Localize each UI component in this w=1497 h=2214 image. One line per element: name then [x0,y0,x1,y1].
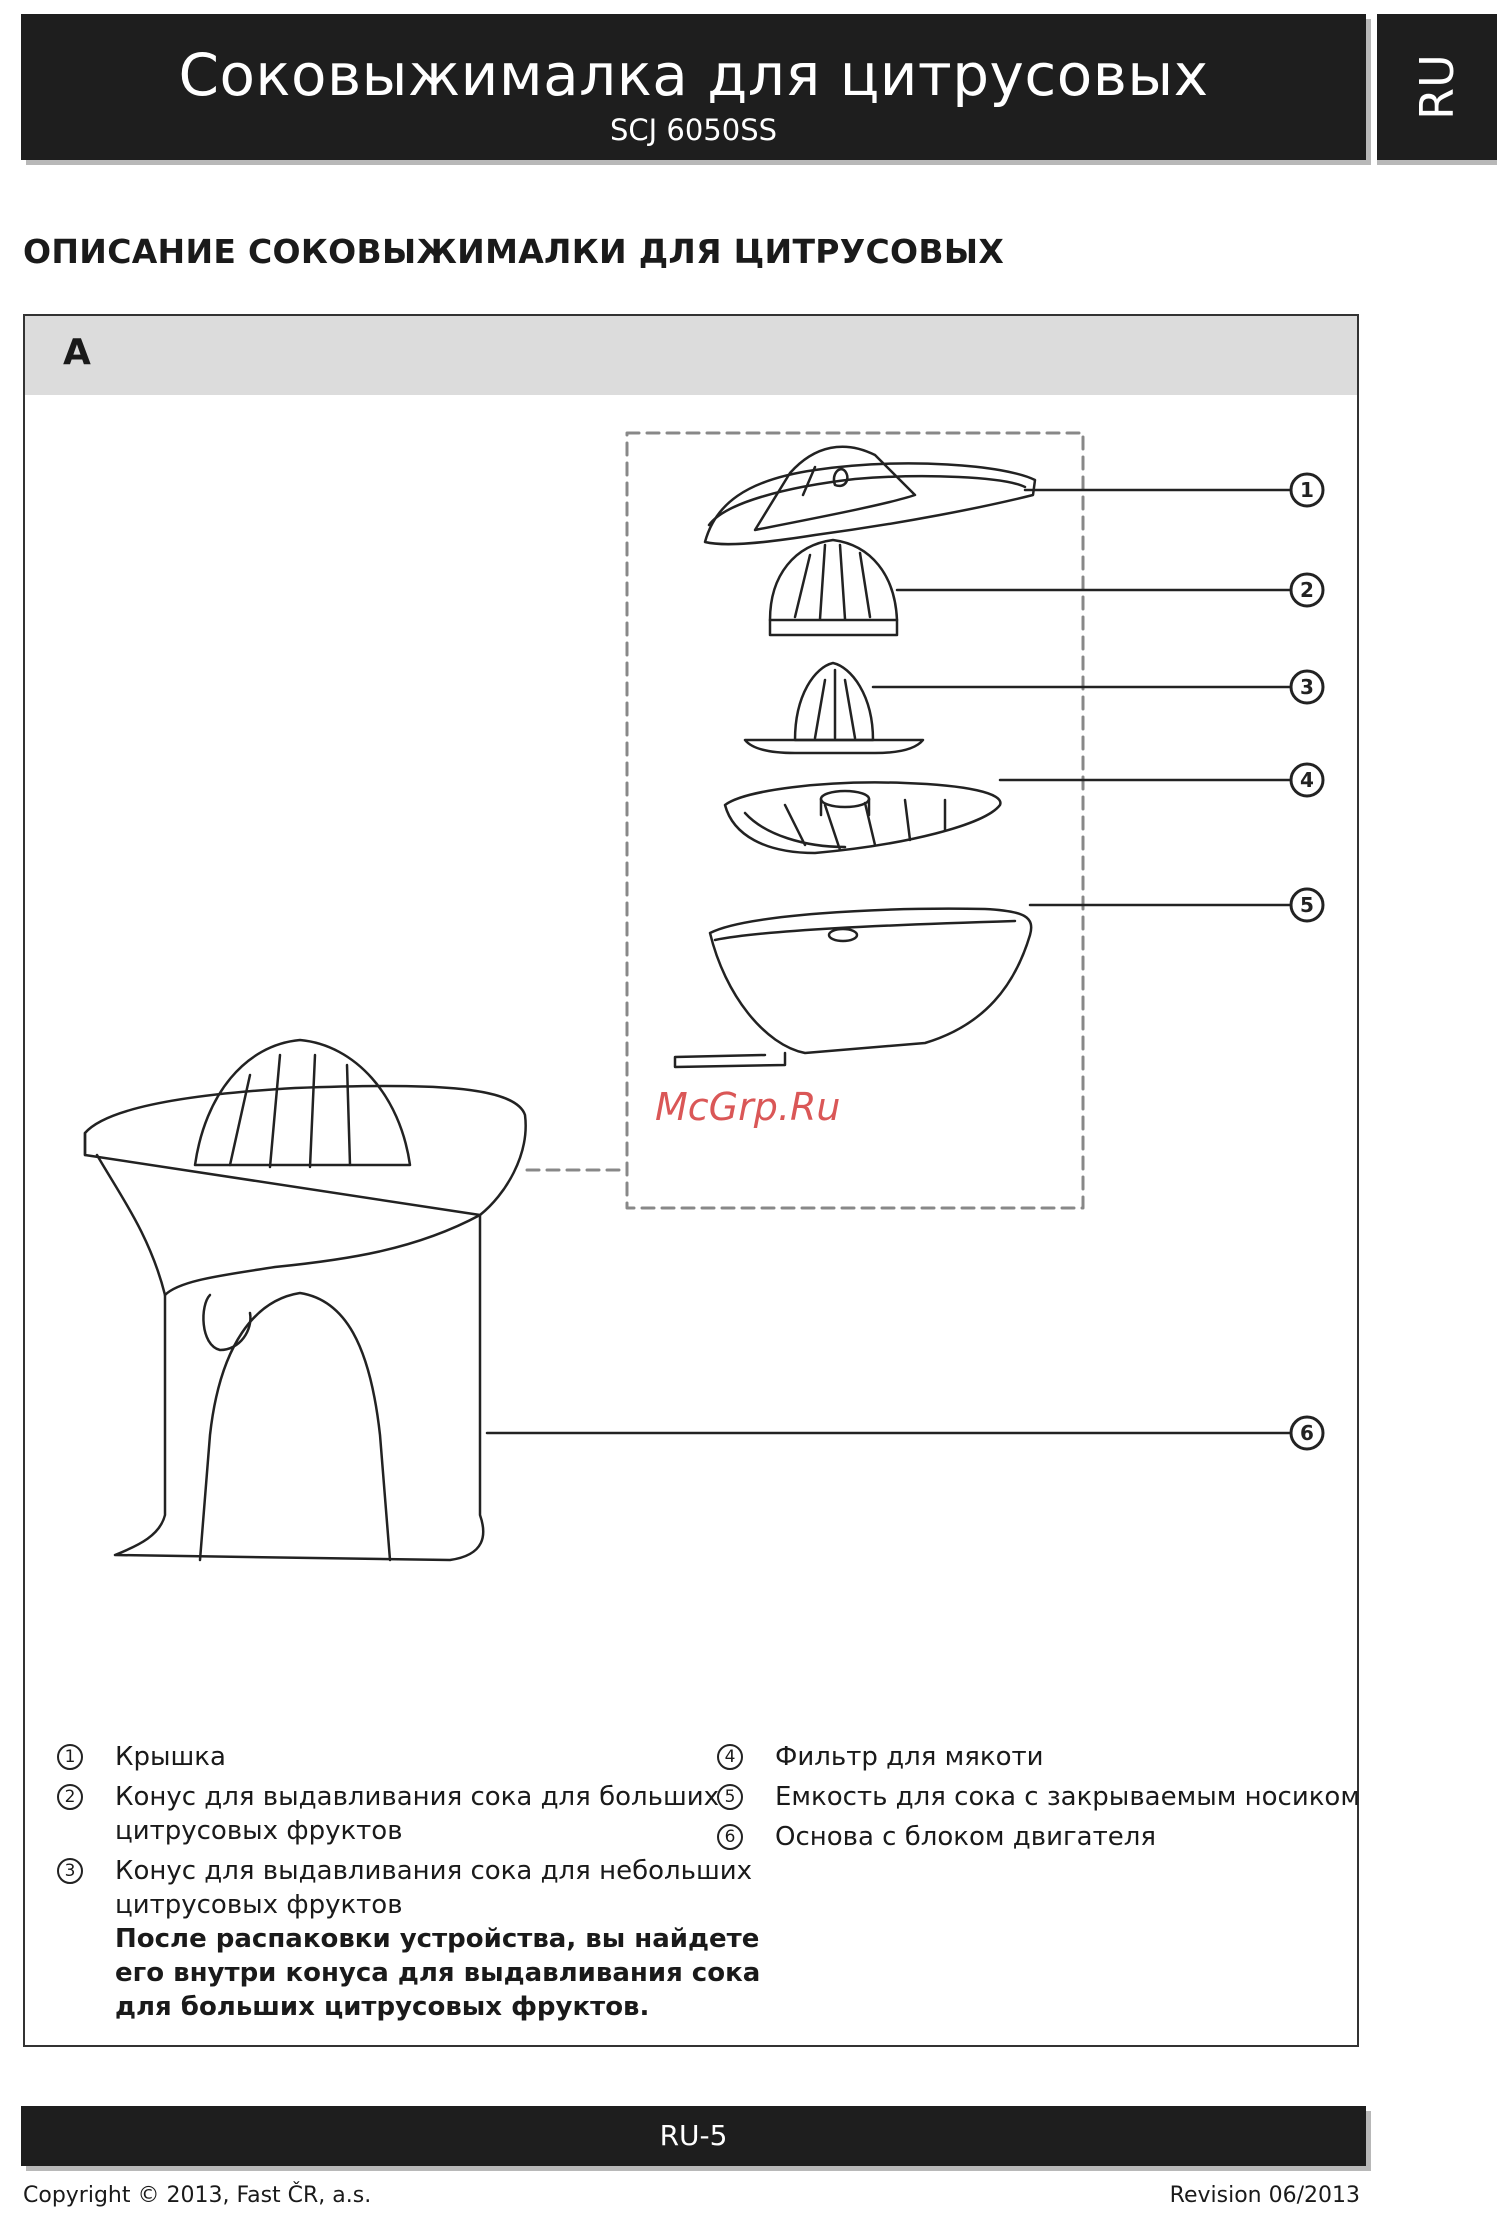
legend-number: 4 [717,1744,743,1770]
legend-number: 3 [57,1858,83,1884]
language-tab [1377,14,1497,160]
section-heading: ОПИСАНИЕ СОКОВЫЖИМАЛКИ ДЛЯ ЦИТРУСОВЫХ [23,232,1005,271]
legend-label [115,1854,752,1922]
note-line: для больших цитрусовых фруктов. [115,1992,650,2022]
document-title: Соковыжималка для цитрусовых [178,41,1209,109]
legend-label-line: цитрусовых фруктов [115,1890,403,1920]
legend-label: Основа с блоком двигателя [775,1822,1156,1852]
legend-number: 1 [57,1744,83,1770]
base-assembly [85,1040,526,1560]
juice-container-part [675,909,1031,1067]
unpacking-note [115,1922,760,2024]
callout-number-4: 4 [1300,768,1314,792]
callout-number-3: 3 [1300,675,1314,699]
small-cone-part [745,663,923,753]
figure-label: A [63,332,91,373]
callout-number-5: 5 [1300,893,1314,917]
legend-label: Фильтр для мякоти [775,1742,1044,1772]
note-line: его внутри конуса для выдавливания сока [115,1958,761,1988]
note-line: После распаковки устройства, вы найдете [115,1924,760,1954]
lid-part [705,447,1035,544]
legend-number: 6 [717,1824,743,1850]
large-cone-part [770,540,897,635]
callout-number-2: 2 [1300,578,1314,602]
model-number: SCJ 6050SS [609,113,778,147]
figure-label-bar [25,316,1357,395]
callout-number-6: 6 [1300,1421,1314,1445]
language-code: RU [1410,54,1464,120]
legend-number: 2 [57,1784,83,1810]
header-bar [21,14,1366,160]
footer-bar [21,2106,1366,2166]
watermark: McGrp.Ru [655,1085,841,1129]
legend-label: Емкость для сока с закрываемым носиком [775,1782,1360,1812]
figure-box [23,314,1359,2047]
callout-number-1: 1 [1300,478,1314,502]
legend-label: Крышка [115,1742,226,1772]
copyright-text: Copyright © 2013, Fast ČR, a.s. [23,2183,372,2208]
page-number: RU-5 [659,2119,728,2152]
revision-text: Revision 06/2013 [1169,2183,1360,2208]
legend-label-line: Конус для выдавливания сока для небольших [115,1856,753,1886]
legend-label-line: цитрусовых фруктов [115,1816,403,1846]
legend-label [115,1780,719,1848]
legend-label-line: Конус для выдавливания сока для больших [115,1782,720,1812]
pulp-filter-part [725,782,1000,853]
legend-number: 5 [717,1784,743,1810]
